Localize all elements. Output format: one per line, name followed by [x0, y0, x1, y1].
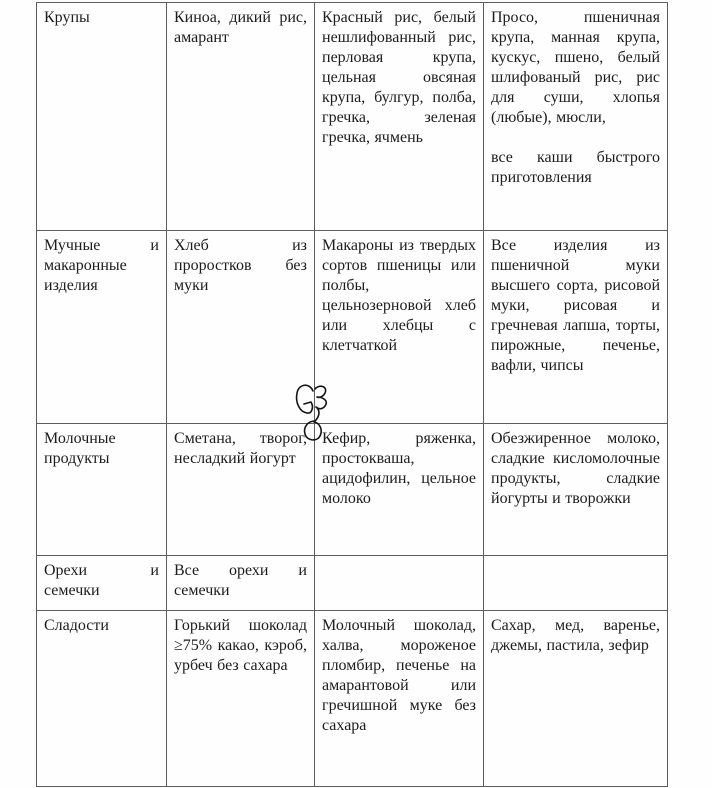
cell-flour-pasta-col3: Макароны из твердых сортов пшеницы или полбы, цельнозерновой хлеб или хлебцы с клетчаткой: [315, 231, 484, 424]
cell-grains-col4-paragraph-2: все каши быстрого приготовления: [491, 149, 660, 186]
cell-nuts-seeds-col2: Все орехи и семечки: [167, 556, 315, 611]
cell-sweets-category: Сладости: [37, 611, 167, 787]
cell-grains-category: Крупы: [37, 3, 167, 231]
cell-nuts-seeds-category: Орехи и семечки: [37, 556, 167, 611]
food-categories-table: [36, 2, 668, 787]
cell-sweets-col3: Молочный шоколад, халва, мороженое пломбир, печенье на амарантовой или гречишной муке без сахара: [315, 611, 484, 787]
cell-grains-col3: Красный рис, белый нешлифованный рис, перловая крупа, цельная овсяная крупа, булгур, полба, гречка, зеленая гречка, ячмень: [315, 3, 484, 231]
cell-dairy-col3: Кефир, ряженка, простокваша, ацидофилин, цельное молоко: [315, 424, 484, 556]
cell-sweets-col2: Горький шоколад ≥75% какао, кэроб, урбеч без сахара: [167, 611, 315, 787]
cell-nuts-seeds-col3: [315, 556, 484, 611]
cell-dairy-col2: Сметана, творог, несладкий йогурт: [167, 424, 315, 556]
cell-grains-col4-paragraph-1: Просо, пшеничная крупа, манная крупа, кускус, пшено, белый шлифованый рис, рис для суши, хлопья (любые), мюсли,: [491, 9, 660, 126]
cell-flour-pasta-category: Мучные и макаронные изделия: [37, 231, 167, 424]
cell-nuts-seeds-col4: [484, 556, 668, 611]
cell-dairy-col4: Обезжиренное молоко, сладкие кисломолочные продукты, сладкие йогурты и творожки: [484, 424, 668, 556]
cell-grains-col4: [484, 3, 668, 231]
cell-flour-pasta-col2: Хлеб из проростков без муки: [167, 231, 315, 424]
cell-flour-pasta-col4: Все изделия из пшеничной муки высшего сорта, рисовой муки, рисовая и гречневая лапша, торты, пирожные, печенье, вафли, чипсы: [484, 231, 668, 424]
cell-dairy-category: Молочные продукты: [37, 424, 167, 556]
cell-sweets-col4: Сахар, мед, варенье, джемы, пастила, зефир: [484, 611, 668, 787]
cell-grains-col2: Киноа, дикий рис, амарант: [167, 3, 315, 231]
